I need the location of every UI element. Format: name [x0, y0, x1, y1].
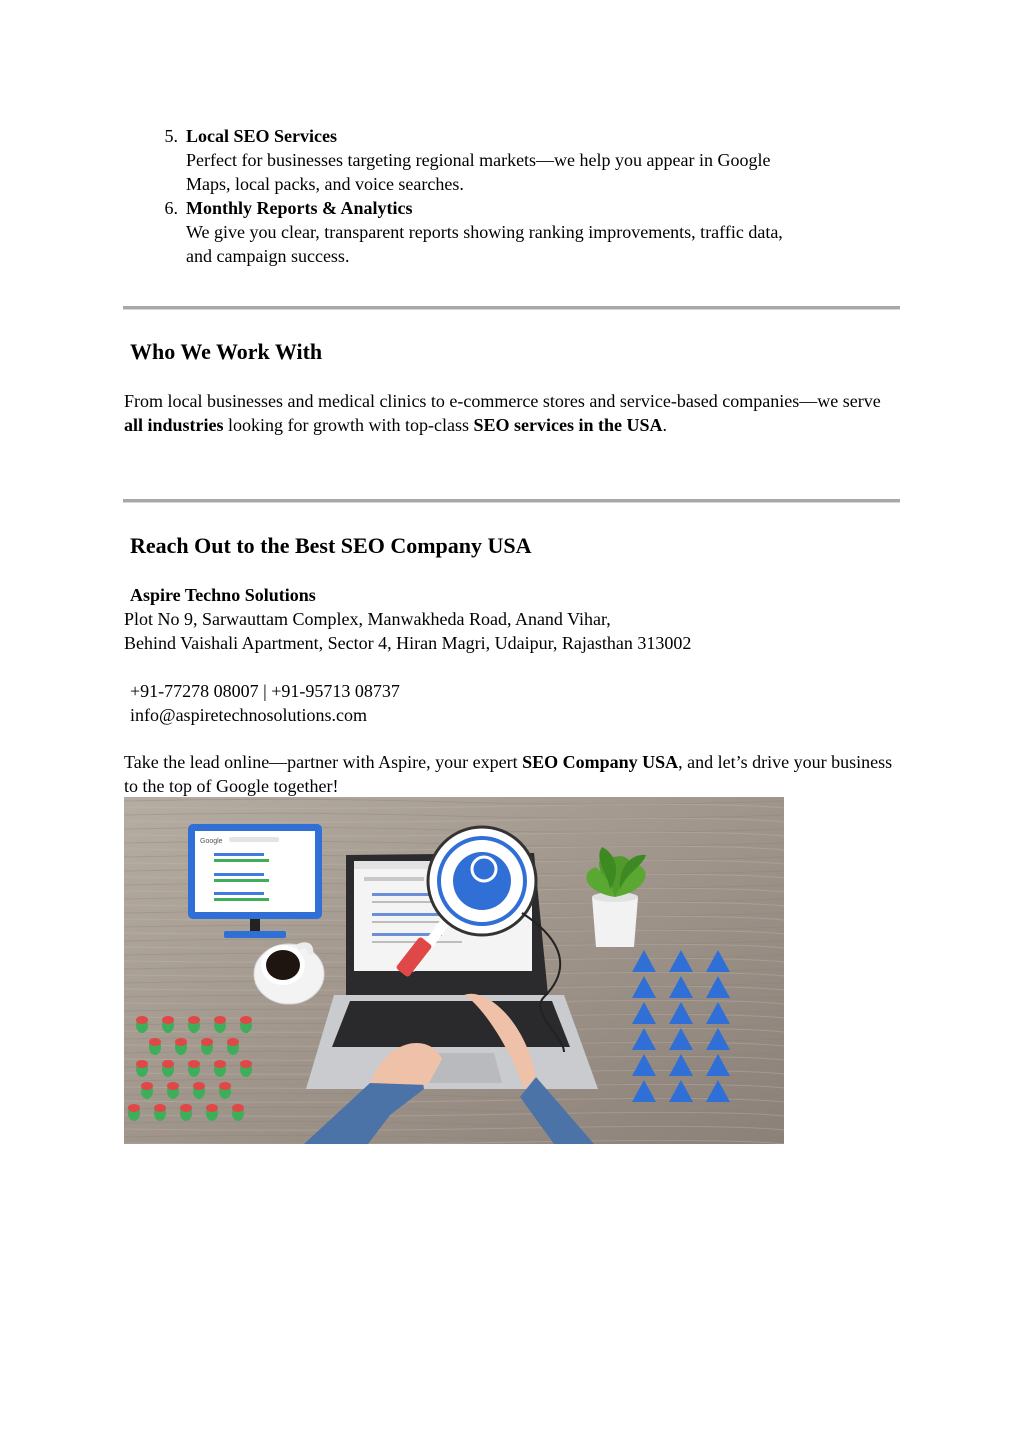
- red-dot: [136, 1016, 148, 1024]
- red-dot: [193, 1082, 205, 1090]
- list-number: 5.: [164, 126, 178, 146]
- company-name: Aspire Techno Solutions: [130, 585, 316, 605]
- red-dot: [167, 1082, 179, 1090]
- paragraph-text: From local businesses and medical clinics to e-commerce stores and service-based companies—we serve: [124, 391, 881, 411]
- paragraph-text: , and let’s drive your business to the top of Google together!: [124, 752, 893, 796]
- red-dot: [206, 1104, 218, 1112]
- red-dot: [188, 1060, 200, 1068]
- call-to-action: [124, 750, 904, 798]
- red-dot: [201, 1038, 213, 1046]
- red-dot: [154, 1104, 166, 1112]
- coffee-cup: [254, 944, 324, 1004]
- who-we-work-with-paragraph: [124, 389, 904, 437]
- email-address[interactable]: info@aspiretechnosolutions.com: [130, 705, 368, 725]
- paragraph-text: Take the lead online—partner with Aspire, your expert: [124, 752, 523, 772]
- red-dot: [232, 1104, 244, 1112]
- red-dot: [149, 1038, 161, 1046]
- red-dot: [240, 1060, 252, 1068]
- list-item-text: and campaign success.: [186, 246, 350, 266]
- address-line: Plot No 9, Sarwauttam Complex, Manwakheda Road, Anand Vihar,: [124, 609, 611, 629]
- red-dot: [128, 1104, 140, 1112]
- list-item-title: Local SEO Services: [186, 126, 337, 146]
- paragraph-bold-text: SEO services in the USA: [473, 415, 663, 435]
- horizontal-rule: [123, 499, 900, 503]
- reach-out-heading: Reach Out to the Best SEO Company USA: [130, 533, 532, 558]
- list-item-text: We give you clear, transparent reports showing ranking improvements, traffic data,: [186, 222, 783, 242]
- paragraph-text: .: [662, 415, 668, 435]
- red-dot: [240, 1016, 252, 1024]
- red-dot: [175, 1038, 187, 1046]
- list-number: 6.: [164, 198, 178, 218]
- who-we-work-with-heading: Who We Work With: [130, 339, 323, 364]
- contact-block: [124, 583, 904, 655]
- paragraph-bold-text: all industries: [124, 415, 224, 435]
- monitor-logo-text: Google: [200, 838, 223, 845]
- seo-illustration-image: [124, 797, 784, 1144]
- red-dot: [141, 1082, 153, 1090]
- red-dot: [180, 1104, 192, 1112]
- red-dot: [227, 1038, 239, 1046]
- red-dot: [219, 1082, 231, 1090]
- red-dot: [214, 1016, 226, 1024]
- red-dot: [214, 1060, 226, 1068]
- contact-details: [124, 679, 904, 727]
- red-dot: [162, 1016, 174, 1024]
- list-item: [124, 124, 904, 196]
- list-item: [124, 196, 904, 268]
- phone-numbers: +91-77278 08007 | +91-95713 08737: [130, 681, 400, 701]
- red-dot: [188, 1016, 200, 1024]
- red-dot: [162, 1060, 174, 1068]
- list-item-text: Perfect for businesses targeting regional markets—we help you appear in Google: [186, 150, 771, 170]
- red-dot: [136, 1060, 148, 1068]
- paragraph-text: looking for growth with top-class: [223, 415, 474, 435]
- list-item-text: Maps, local packs, and voice searches.: [186, 174, 464, 194]
- services-list: [124, 124, 904, 268]
- paragraph-bold-text: SEO Company USA: [522, 752, 679, 772]
- list-item-title: Monthly Reports & Analytics: [186, 198, 413, 218]
- address-line: Behind Vaishali Apartment, Sector 4, Hiran Magri, Udaipur, Rajasthan 313002: [124, 633, 692, 653]
- horizontal-rule: [123, 306, 900, 310]
